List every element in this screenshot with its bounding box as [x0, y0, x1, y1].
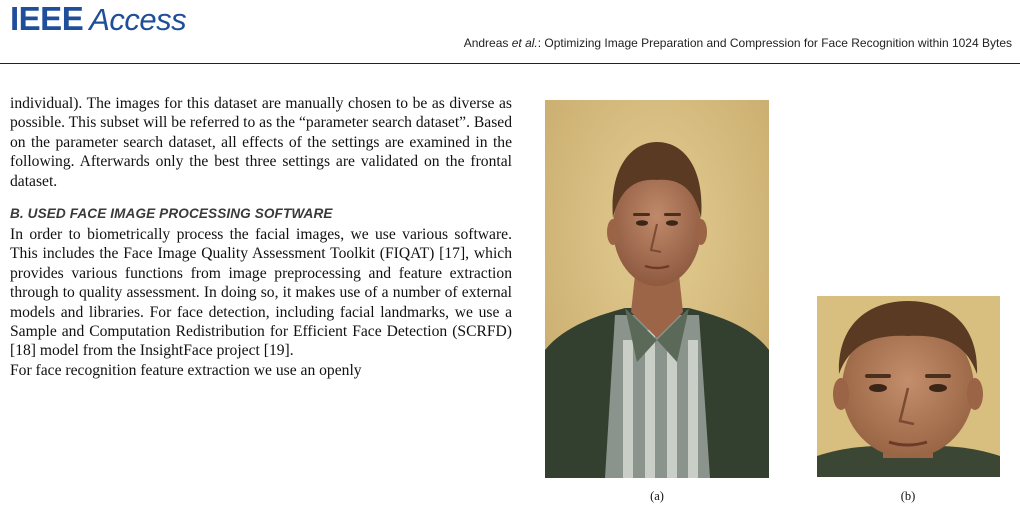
paragraph-dataset: individual). The images for this dataset are manually chosen to be as diverse as possible. This subset will be referred to as the “parameter search dataset”. Based on the parameter search dataset, all effects of the settings are examined in the following. Afterwards only the best three settings are validated on the frontal dataset.: [10, 95, 512, 190]
running-head-etal: et al.: [511, 36, 538, 50]
header-rule: [0, 63, 1020, 64]
logo-ieee: IEEE: [10, 0, 84, 37]
figure-image-b: [817, 296, 1000, 477]
figure-caption-b: (b): [900, 489, 916, 503]
paragraph-recognition: For face recognition feature extraction we use an openly: [10, 361, 362, 379]
journal-logo: [10, 0, 186, 40]
running-head-authors: Andreas: [463, 36, 512, 50]
section-heading: B. USED FACE IMAGE PROCESSING SOFTWARE: [10, 206, 333, 222]
running-head-title: : Optimizing Image Preparation and Compression for Face Recognition within 1024 Bytes: [537, 36, 1012, 50]
figure-image-a: [545, 100, 769, 478]
portrait-full-graphic: [545, 100, 769, 478]
portrait-crop-graphic: [817, 296, 1000, 477]
paragraph-software: In order to biometrically process the facial images, we use various software. This includes the Face Image Quality Assessment Toolkit (FIQAT) [17], which provides various functions from image preprocessing and feature extraction through to quality assessment. In doing so, it makes use of a number of external models and libraries. For face detection, including facial landmarks, we use a Sample and Computation Redistribution for Efficient Face Detection (SCRFD) [18] model from the InsightFace project [19].: [10, 226, 512, 360]
text-column: [10, 94, 512, 380]
figure-caption-a: (a): [650, 489, 664, 503]
logo-access: Access: [89, 2, 187, 37]
running-head: [464, 36, 1012, 50]
